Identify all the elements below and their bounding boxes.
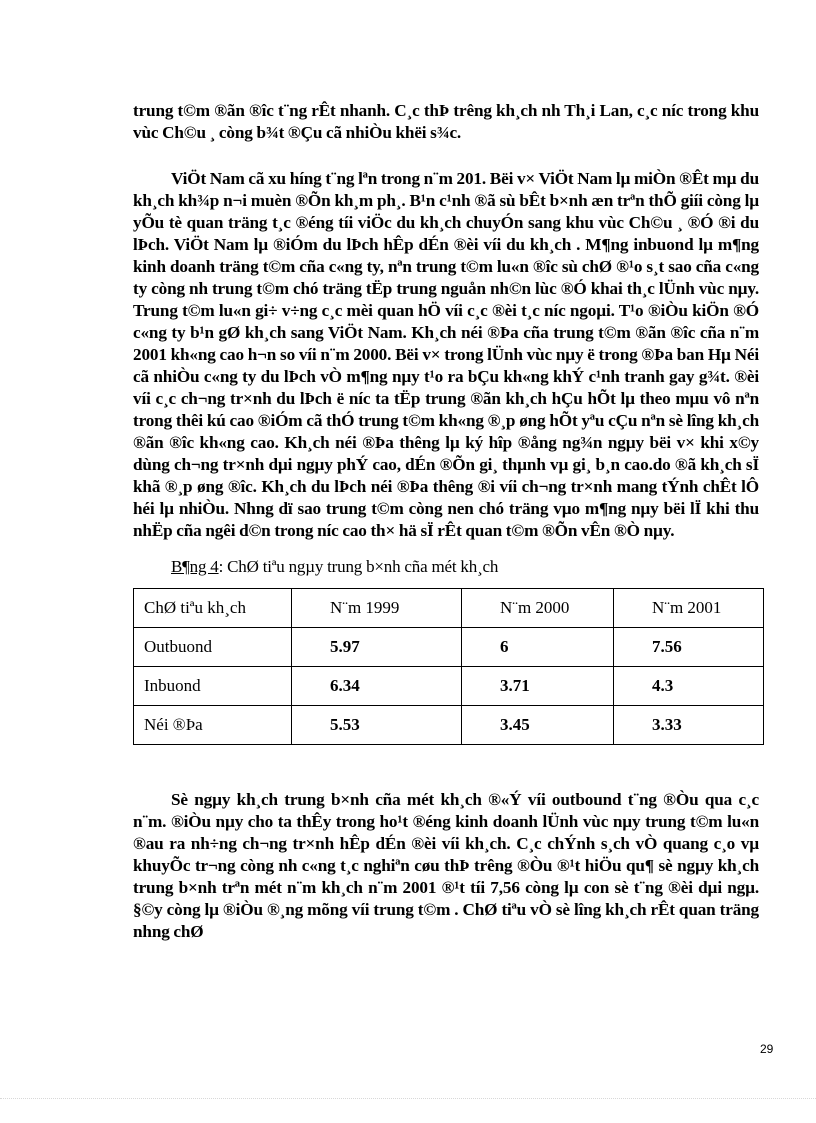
table-caption: [171, 556, 759, 578]
header-cell: ChØ tiªu kh¸ch: [134, 589, 292, 628]
stats-table: [133, 588, 764, 745]
table-caption-text: : ChØ tiªu ngµy trung b×nh cña mét kh¸ch: [218, 557, 499, 576]
table-cell: 6: [462, 628, 614, 667]
row-label: Inbuond: [134, 667, 292, 706]
page-bottom-divider: [0, 1098, 816, 1099]
table-cell: 3.71: [462, 667, 614, 706]
table-cell: 3.45: [462, 706, 614, 745]
page-content: [133, 100, 759, 943]
table-row: [134, 706, 764, 745]
table-cell: 4.3: [614, 667, 764, 706]
header-cell: N¨m 2000: [462, 589, 614, 628]
table-cell: 5.97: [292, 628, 462, 667]
table-cell: 7.56: [614, 628, 764, 667]
table-cell: 5.53: [292, 706, 462, 745]
table-row: [134, 628, 764, 667]
header-cell: N¨m 2001: [614, 589, 764, 628]
table-cell: 6.34: [292, 667, 462, 706]
page-number: 29: [760, 1042, 774, 1056]
table-caption-label: B¶ng 4: [171, 557, 219, 576]
header-cell: N¨m 1999: [292, 589, 462, 628]
row-label: Néi ®Þa: [134, 706, 292, 745]
paragraph-outbound-days: Sè ngµy kh¸ch trung b×nh cña mét kh¸ch ®«Ý víi outbound t¨ng ®Òu qua c¸c n¨m. ®iÒu nµy cho ta thÊy trong ho¹t ®éng kinh doanh lÜnh vùc nµy trung t©m lu«n ®au ra nh÷ng ch¬ng tr×nh hÊp dÉn ®èi víi kh¸ch. C¸c chÝnh s¸ch vÒ quang c¸o vµ khuyÕc tr¬ng còng nh c«ng t¸c nghiªn cøu thÞ trêng ®Òu ®¹t hiÖu qu¶ sè ngµy kh¸ch trung b×nh trªn mét n¨m kh¸ch n¨m 2001 ®¹t tíi 7,56 còng lµ con sè t¨ng ®èi dµi ngµ. §©y còng lµ ®iÒu ®¸ng mõng víi trung t©m . ChØ tiªu vÒ sè lîng kh¸ch rÊt quan träng nhng chØ: [133, 790, 759, 941]
table-cell: 3.33: [614, 706, 764, 745]
paragraph-vietnam-trend: ViÖt Nam cã xu híng t¨ng lªn trong n¨m 201. Bëi v× ViÖt Nam lµ miÒn ®Êt mµ du kh¸ch kh¾p n¬i muèn ®Õn kh¸m ph¸. B¹n c¹nh ®ã sù bÊt b×nh æn trªn thÕ giíi còng lµ yÕu tè quan träng t¸c ®éng tíi viÖc du kh¸ch chuyÓn sang khu vùc Ch©u ¸ ®Ó ®i du lÞch. ViÖt Nam lµ ®iÓm du lÞch hÊp dÉn ®èi víi du kh¸ch . M¶ng inbuond lµ m¶ng kinh doanh träng t©m cña c«ng ty, nªn trung t©m lu«n ®îc sù chØ ®¹o s¸t sao cña c«ng ty còng nh trung t©m chó träng tËp trung nguån nh©n lùc ®Ó khai th¸c lÜnh vùc nµy. Trung t©m lu«n gi÷ v÷ng c¸c mèi quan hÖ víi c¸c ®èi t¸c níc ngoµi. T¹o ®iÒu kiÖn ®Ó c«ng ty b¹n gØ kh¸ch sang ViÖt Nam. Kh¸ch néi ®Þa cña trung t©m ®ãn ®îc cña n¨m 2001 kh«ng cao h¬n so víi n¨m 2000. Bëi v× trong lÜnh vùc nµy ë trong ®Þa ban Hµ Néi cã nhiÒu c«ng ty du lÞch vÒ m¶ng nµy t¹o ra bÇu kh«ng khÝ c¹nh tranh gay g¾t. ®èi víi c¸c ch¬ng tr×nh du lÞch ë níc ta tËp trung ®ãn kh¸ch hÇu hÕt lµ theo mµu vô nªn trong thêi kú cao ®iÓm cã thÓ trung t©m kh«ng ®¸p øng hÕt yªu cÇu nªn sè lîng kh¸ch ®ãn ®îc kh«ng cao. Kh¸ch néi ®Þa thêng lµ ký hîp ®ång ng¾n ngµy bëi v× khi x©y dùng ch¬ng tr×nh dµi ngµy phÝ cao, dÉn ®Õn gi¸ thµnh vµ gi¸ b¸n cao.do ®ã kh¸ch sÏ khã ®¸p øng ®îc. Kh¸ch du lÞch néi ®Þa thêng ®i víi ch¬ng tr×nh mang tÝnh chÊt lÔ héi lµ nhiÒu. Nhng dï sao trung t©m còng nen chó träng vµo m¶ng nµy bëi lÏ khi thu nhËp cña ngêi d©n trong níc cao th× hä sÏ rÊt quan t©m ®Õn vÊn ®Ò nµy.: [133, 169, 759, 540]
table-row: [134, 667, 764, 706]
table-header-row: [134, 589, 764, 628]
paragraph-continuation: trung t©m ®ãn ®îc t¨ng rÊt nhanh. C¸c thÞ trêng kh¸ch nh Th¸i Lan, c¸c níc trong khu vùc Ch©u ¸ còng b¾t ®Çu cã nhiÒu khëi s¾c.: [133, 101, 759, 142]
row-label: Outbuond: [134, 628, 292, 667]
